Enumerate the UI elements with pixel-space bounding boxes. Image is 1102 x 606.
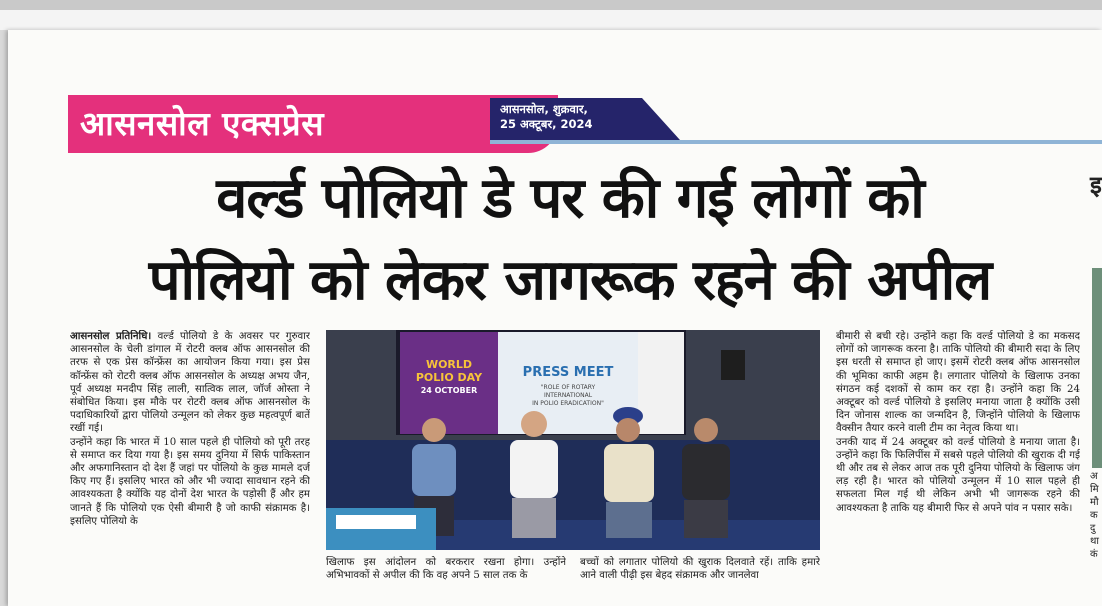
date-text bbox=[500, 102, 593, 132]
side-line: क bbox=[1090, 510, 1098, 521]
article-column-2a: खिलाफ इस आंदोलन को बरकरार रखना होगा। उन्होंने अभिभावकों से अपील की कि वह अपने 5 साल तक के bbox=[326, 557, 566, 582]
headline-line-2: पोलियो को लेकर जागरूक रहने की अपील bbox=[148, 248, 992, 313]
banner-sub-2: INTERNATIONAL bbox=[543, 392, 593, 399]
headline bbox=[40, 158, 1100, 322]
article-column-2b: बच्चों को लगातार पोलियो की खुराक दिलवाते रहें। ताकि हमारे आने वाली पीढ़ी इस बेहद संक्रामक और जानलेवा bbox=[580, 557, 820, 582]
side-line: मौ bbox=[1090, 497, 1099, 508]
next-article-headline-fragment: इ bbox=[1090, 171, 1102, 199]
banner-sub-3: IN POLIO ERADICATION" bbox=[532, 400, 604, 407]
date-line-2: 25 अक्टूबर, 2024 bbox=[500, 117, 593, 131]
masthead-brand: आसनसोल एक्सप्रेस bbox=[80, 104, 324, 143]
banner-left-line-1: WORLD bbox=[425, 358, 473, 371]
masthead-rule bbox=[490, 140, 1102, 144]
banner-sub-1: "ROLE OF ROTARY bbox=[540, 384, 596, 391]
banner-left-line-2: POLIO DAY bbox=[415, 371, 483, 384]
byline: आसनसोल प्रतिनिधि। bbox=[70, 330, 152, 342]
article-column-3 bbox=[836, 330, 1080, 592]
banner-title: PRESS MEET bbox=[522, 365, 614, 380]
press-meet-photo bbox=[326, 330, 820, 550]
next-article-text-fragment bbox=[1090, 470, 1102, 561]
side-line: था bbox=[1090, 536, 1099, 547]
paragraph-text: वर्ल्ड पोलियो डे के अवसर पर गुरुवार आसनसोल के चेली डांगाल में रोटरी क्लब ऑफ आसनसोल की तरफ से एक प्रेस कॉन्फ्रेंस का आयोजन किया गया। इस प्रेस कॉन्फ्रेंस को रोटरी क्लब ऑफ आसनसोल के अध्यक्ष अभय जैन, पूर्व अध्यक्ष मनदीप सिंह लाली, सात्विक लाल, जॉर्ज ओस्ता ने संबोधित किया। इस मौके पर रोटरी क्लब ऑफ आसनसोल के पदाधिकारियों द्वारा पोलियो उन्मूलन को लेकर कुछ महत्वपूर्ण बातें रखीं गई। bbox=[70, 331, 310, 435]
previous-page-edge bbox=[0, 10, 1102, 30]
article-paragraph: बीमारी से बची रहे। उन्होंने कहा कि वर्ल्ड पोलियो डे का मकसद लोगों को जागरूक करना है। ताकि पोलियो की बीमारी सदा के लिए इस धरती से समाप्त हो जाए। इसमें रोटरी क्लब ऑफ आसनसोल की भूमिका काफी अहम है। लगातार पोलियो के खिलाफ उनका संगठन कई दशकों से काम कर रहा है। उन्होंने कहा कि 24 अक्टूबर को वर्ल्ड पोलियो डे इसलिए मनाया जाता है क्योंकि उसी दिन जोनास शाल्क का जन्मदिन है, जिन्होंने पोलियो के खिलाफ वैक्सीन तैयार करने वाली टीम का नेतृत्व किया था। bbox=[836, 331, 1080, 435]
article-paragraph: उन्होंने कहा कि भारत में 10 साल पहले ही पोलियो को पूरी तरह से समाप्त कर दिया गया है। इस समय दुनिया में सिर्फ पाकिस्तान और अफगानिस्तान दो देश हैं जहां पर पोलियो के कुछ मामले दर्ज किए गए हैं। इसलिए भारत को और भी ज्यादा सावधान रहने की आवश्यकता है क्योंकि यह दोनों देश भारत के पड़ोसी हैं और हम जानते हैं कि पोलियो एक ऐसी बीमारी है जो काफी संक्रामक है। इसलिए पोलियो के bbox=[70, 436, 310, 527]
photo-illustration bbox=[326, 330, 820, 550]
side-line: मि bbox=[1090, 484, 1099, 495]
article-paragraph: उनकी याद में 24 अक्टूबर को वर्ल्ड पोलियो डे मनाया जाता है। उन्होंने कहा कि फिलिपींस में सबसे पहले पोलियो की खुराक दी गई थी और तब से लेकर आज तक पूरी दुनिया पोलियो के खिलाफ जंग लड़ रही है। भारत को पोलियो उन्मूलन में 10 साल पहले ही सफलता मिल गई थी लेकिन अभी भी जागरूक रहने की आवश्यकता है ताकि यह बीमारी फिर से अपने पांव न पसार सके। bbox=[836, 436, 1080, 514]
side-line: दु bbox=[1090, 523, 1096, 534]
date-line-1: आसनसोल, शुक्रवार, bbox=[500, 102, 588, 116]
headline-line-1: वर्ल्ड पोलियो डे पर की गई लोगों को bbox=[216, 166, 924, 231]
article-paragraph bbox=[70, 330, 310, 436]
side-line: अ bbox=[1090, 471, 1098, 482]
side-line: कं bbox=[1090, 549, 1098, 560]
viewer-top-bar bbox=[0, 0, 1102, 10]
next-article-photo-fragment bbox=[1092, 268, 1102, 468]
article-column-1 bbox=[70, 330, 310, 592]
banner-left-date: 24 OCTOBER bbox=[420, 386, 478, 395]
